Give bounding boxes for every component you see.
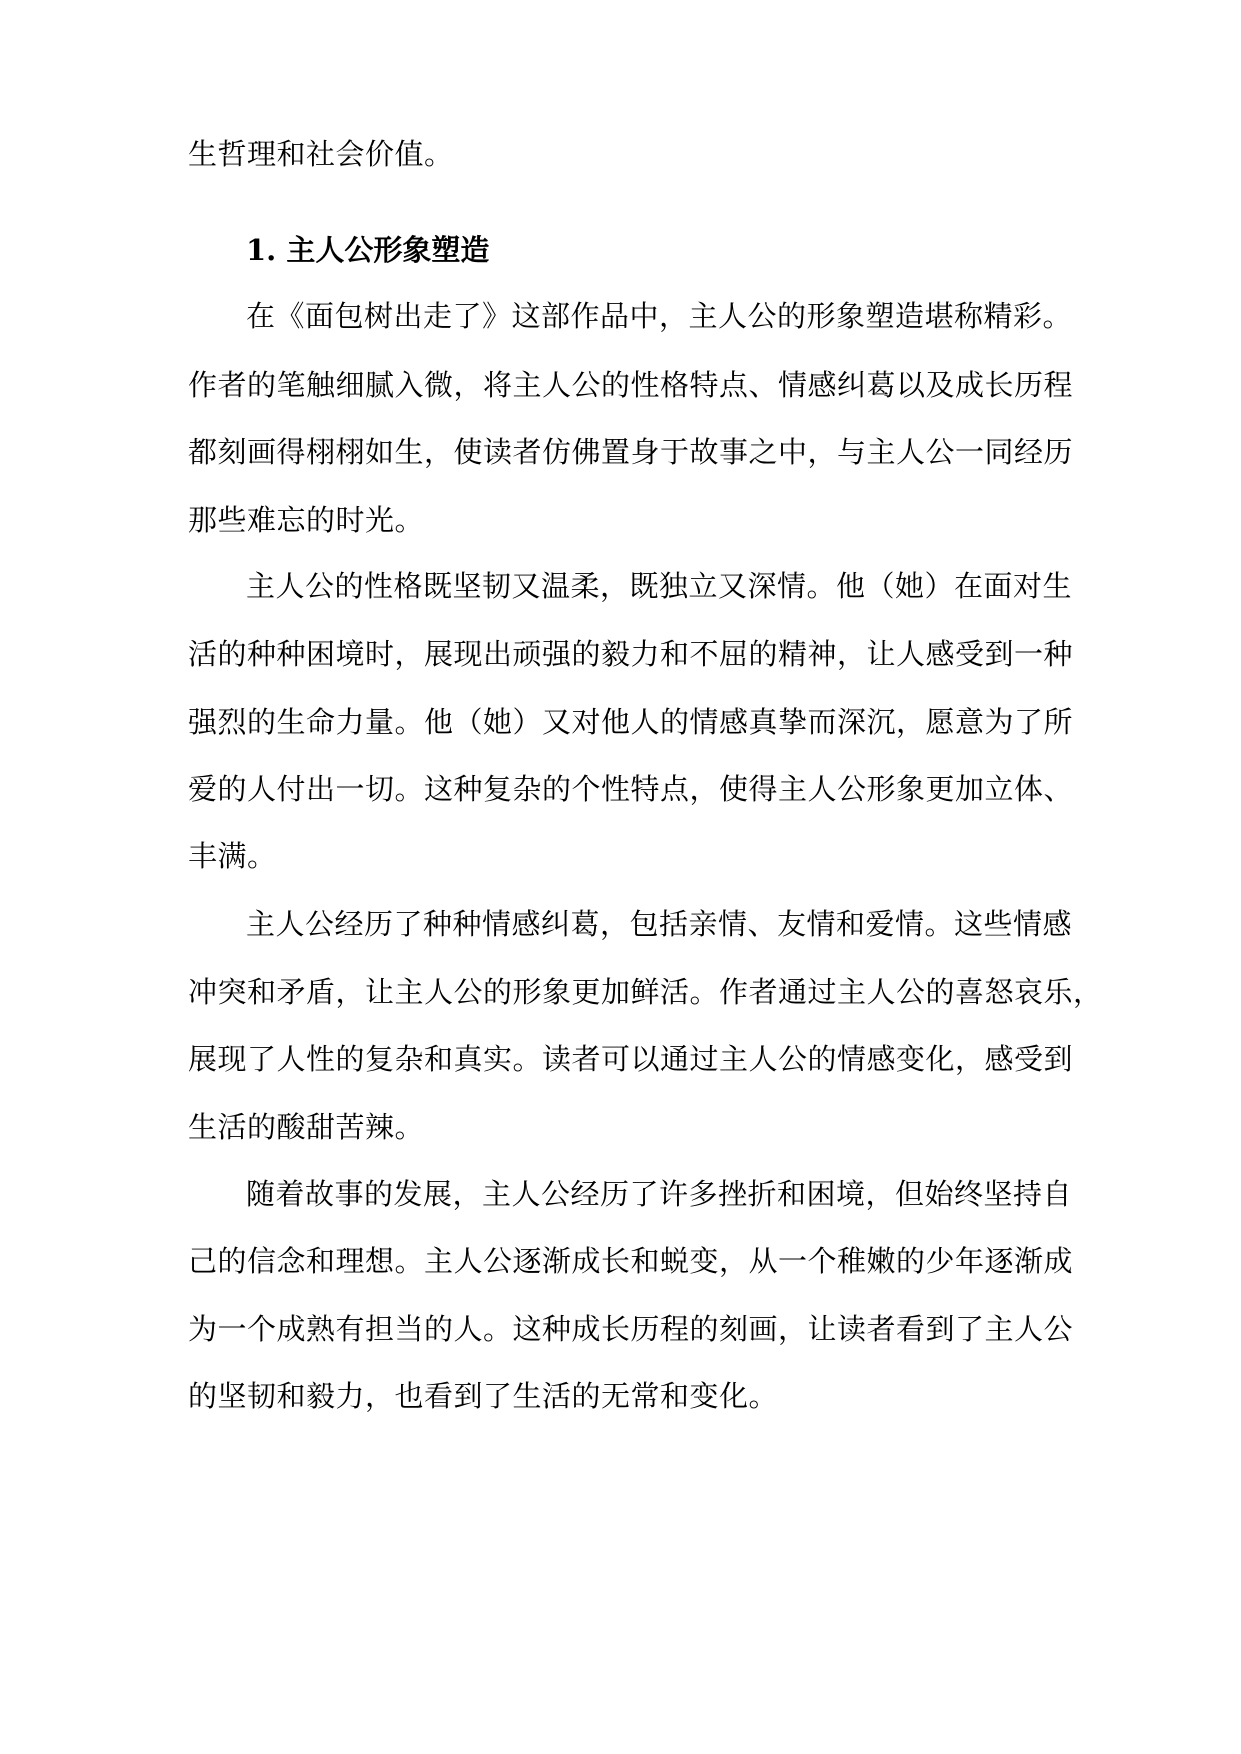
paragraph-3-line-2: 冲突和矛盾，让主人公的形象更加鲜活。作者通过主人公的喜怒哀乐， xyxy=(188,975,1103,1009)
section-heading: 1. 主人公形象塑造 xyxy=(246,233,490,267)
paragraph-2-line-4: 爱的人付出一切。这种复杂的个性特点，使得主人公形象更加立体、 xyxy=(188,772,1074,806)
paragraph-3-line-1: 主人公经历了种种情感纠葛，包括亲情、友情和爱情。这些情感 xyxy=(246,907,1073,941)
paragraph-4-line-2: 己的信念和理想。主人公逐渐成长和蜕变，从一个稚嫩的少年逐渐成 xyxy=(188,1244,1074,1278)
paragraph-3-line-3: 展现了人性的复杂和真实。读者可以通过主人公的情感变化，感受到 xyxy=(188,1042,1074,1076)
opening-text-line: 生哲理和社会价值。 xyxy=(188,137,454,171)
paragraph-1-line-4: 那些难忘的时光。 xyxy=(188,503,425,537)
paragraph-1-line-3: 都刻画得栩栩如生，使读者仿佛置身于故事之中，与主人公一同经历 xyxy=(188,435,1074,469)
paragraph-3-line-4: 生活的酸甜苦辣。 xyxy=(188,1110,425,1144)
paragraph-4-line-4: 的坚韧和毅力，也看到了生活的无常和变化。 xyxy=(188,1379,779,1413)
paragraph-2-line-3: 强烈的生命力量。他（她）又对他人的情感真挚而深沉，愿意为了所 xyxy=(188,705,1074,739)
paragraph-2-line-2: 活的种种困境时，展现出顽强的毅力和不屈的精神，让人感受到一种 xyxy=(188,637,1074,671)
paragraph-2-line-5: 丰满。 xyxy=(188,839,277,873)
paragraph-4-line-1: 随着故事的发展，主人公经历了许多挫折和困境，但始终坚持自 xyxy=(246,1177,1073,1211)
paragraph-4-line-3: 为一个成熟有担当的人。这种成长历程的刻画，让读者看到了主人公 xyxy=(188,1312,1074,1346)
paragraph-1-line-2: 作者的笔触细腻入微，将主人公的性格特点、情感纠葛以及成长历程 xyxy=(188,368,1074,402)
paragraph-2-line-1: 主人公的性格既坚韧又温柔，既独立又深情。他（她）在面对生 xyxy=(246,569,1073,603)
paragraph-1-line-1: 在《面包树出走了》这部作品中，主人公的形象塑造堪称精彩。 xyxy=(246,299,1073,333)
